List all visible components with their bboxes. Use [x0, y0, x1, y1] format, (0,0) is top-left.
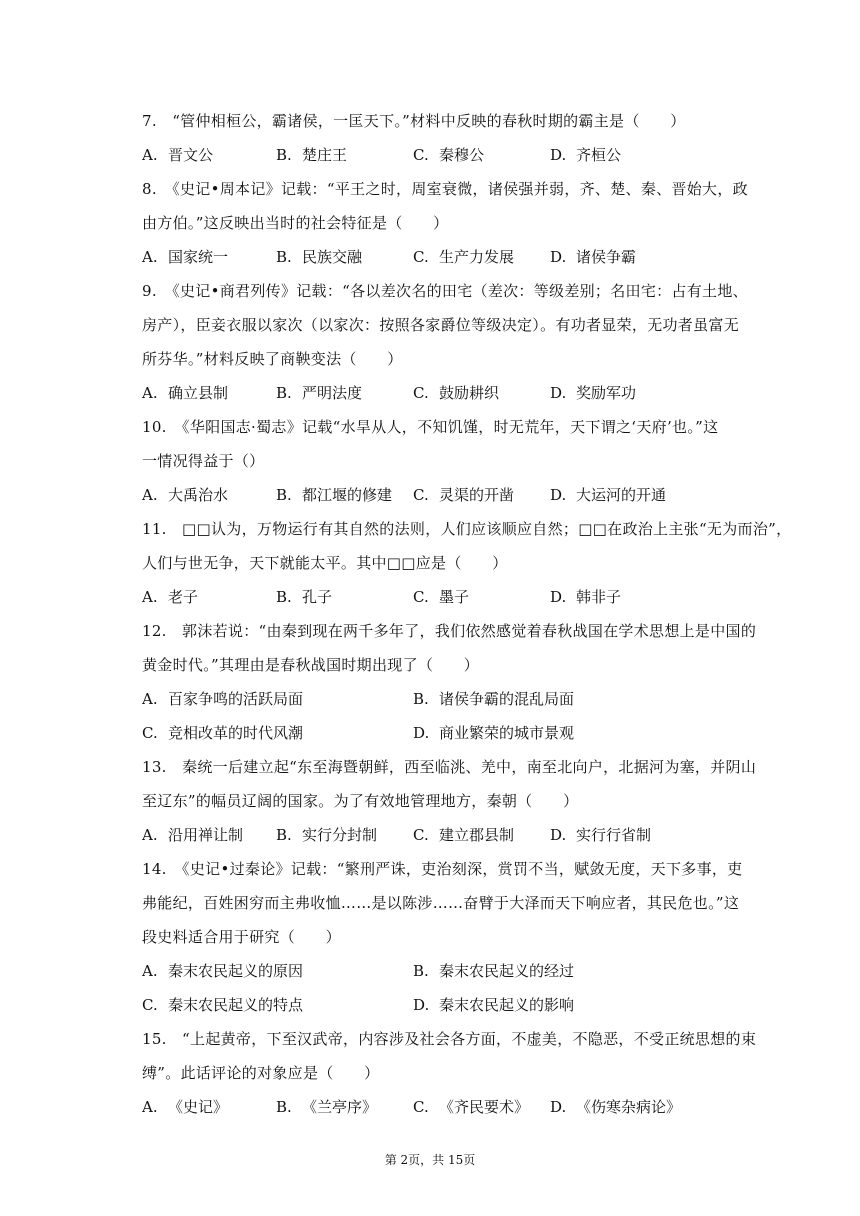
answer-option: [550, 485, 666, 505]
question-stem-continued: 缚”。此话评论的对象应是（ ）: [142, 1064, 380, 1082]
options-row: [142, 1097, 752, 1117]
options-row: [142, 825, 752, 845]
answer-option: [413, 145, 484, 165]
options-row: [142, 723, 752, 743]
question-stem-continued: 一情况得益于（）: [142, 452, 265, 470]
answer-option: [142, 723, 303, 743]
answer-option: [550, 587, 621, 607]
option-key: D.: [550, 248, 567, 266]
option-key: C.: [413, 384, 429, 402]
question-stem: 10. 《华阳国志·蜀志》记载“水旱从人，不知饥馑，时无荒年，天下谓之‘天府’也。”这: [142, 418, 719, 436]
question-stem: 12. 郭沫若说：“由秦到现在两千多年了，我们依然感觉着春秋战国在学术思想上是中国的: [142, 622, 757, 640]
option-text: 国家统一: [168, 248, 229, 266]
answer-option: [413, 383, 499, 403]
answer-option: [550, 825, 651, 845]
answer-option: [142, 383, 228, 403]
question-stem: 13. 秦统一后建立起“东至海暨朝鲜，西至临洮、羌中，南至北向户，北据河为塞，并阴山: [142, 758, 757, 776]
option-key: A.: [142, 588, 158, 606]
question-stem: 9. 《史记•商君列传》记载：“各以差次名的田宅（差次：等级差别；名田宅：占有土地、: [142, 282, 748, 300]
answer-option: [142, 961, 303, 981]
answer-option: [413, 961, 574, 981]
question-stem-continued: 黄金时代。”其理由是春秋战国时期出现了（ ）: [142, 656, 480, 674]
option-key: B.: [276, 248, 292, 266]
answer-option: [276, 1097, 377, 1117]
question-stem-continued: 段史料适合用于研究（ ）: [142, 928, 341, 946]
question-stem-continued: 至辽东”的幅员辽阔的国家。为了有效地管理地方，秦朝（ ）: [142, 792, 579, 810]
option-key: D.: [550, 1098, 567, 1116]
option-key: A.: [142, 248, 158, 266]
answer-option: [142, 689, 303, 709]
option-text: 奖励军功: [576, 384, 637, 402]
option-text: 大禹治水: [168, 486, 229, 504]
question-stem: 15. “上起黄帝，下至汉武帝，内容涉及社会各方面，不虚美，不隐恶，不受正统思想的束: [142, 1030, 757, 1048]
answer-option: [276, 145, 347, 165]
answer-option: [276, 247, 362, 267]
option-key: B.: [413, 690, 429, 708]
answer-option: [413, 689, 574, 709]
options-row: [142, 961, 752, 981]
option-text: 《齐民要术》: [439, 1098, 530, 1116]
option-text: 实行行省制: [576, 826, 652, 844]
option-text: 老子: [168, 588, 199, 606]
answer-option: [142, 247, 228, 267]
answer-option: [413, 723, 574, 743]
option-key: D.: [550, 146, 567, 164]
option-key: A.: [142, 690, 158, 708]
option-text: 鼓励耕织: [439, 384, 500, 402]
option-text: 商业繁荣的城市景观: [439, 724, 575, 742]
option-key: D.: [550, 486, 567, 504]
options-row: [142, 485, 752, 505]
options-row: [142, 587, 752, 607]
option-key: C.: [413, 146, 429, 164]
option-text: 晋文公: [168, 146, 214, 164]
answer-option: [413, 247, 514, 267]
option-text: 灵渠的开凿: [439, 486, 515, 504]
option-text: 竞相改革的时代风潮: [168, 724, 304, 742]
answer-option: [142, 485, 228, 505]
options-row: [142, 383, 752, 403]
option-text: 沿用禅让制: [168, 826, 244, 844]
answer-option: [413, 485, 514, 505]
option-key: A.: [142, 962, 158, 980]
question-stem-continued: 人们与世无争，天下就能太平。其中□□应是（ ）: [142, 554, 508, 572]
option-text: 秦末农民起义的特点: [168, 996, 304, 1014]
option-text: 《史记》: [168, 1098, 229, 1116]
option-text: 《兰亭序》: [302, 1098, 378, 1116]
answer-option: [276, 587, 332, 607]
answer-option: [142, 587, 198, 607]
answer-option: [413, 1097, 529, 1117]
option-text: 确立县制: [168, 384, 229, 402]
answer-option: [276, 383, 362, 403]
answer-option: [142, 995, 303, 1015]
answer-option: [276, 485, 392, 505]
option-key: B.: [276, 486, 292, 504]
page-footer: 第 2页，共 15页: [384, 1153, 476, 1167]
option-key: B.: [413, 962, 429, 980]
option-key: C.: [413, 826, 429, 844]
option-text: 大运河的开通: [576, 486, 667, 504]
option-text: 韩非子: [576, 588, 622, 606]
answer-option: [142, 145, 213, 165]
option-text: 齐桓公: [576, 146, 622, 164]
answer-option: [550, 145, 621, 165]
question-stem-continued: 弗能纪，百姓困穷而主弗收恤……是以陈涉……奋臂于大泽而天下响应者，其民危也。”这: [142, 894, 740, 912]
question-stem-continued: 所芬华。”材料反映了商鞅变法（ ）: [142, 350, 403, 368]
answer-option: [413, 995, 574, 1015]
options-row: [142, 995, 752, 1015]
option-key: C.: [142, 724, 158, 742]
answer-option: [550, 1097, 681, 1117]
option-key: C.: [413, 1098, 429, 1116]
question-stem: 7. “管仲相桓公，霸诸侯，一匡天下。”材料中反映的春秋时期的霸主是（ ）: [142, 112, 686, 130]
option-key: C.: [413, 486, 429, 504]
question-stem: 14. 《史记•过秦论》记载：“繁刑严诛，吏治刻深，赏罚不当，赋敛无度，天下多事，吏: [142, 860, 743, 878]
option-text: 诸侯争霸的混乱局面: [439, 690, 575, 708]
option-text: 秦穆公: [439, 146, 485, 164]
option-key: C.: [413, 248, 429, 266]
answer-option: [550, 383, 636, 403]
answer-option: [142, 825, 243, 845]
option-key: B.: [276, 1098, 292, 1116]
option-text: 《伤寒杂病论》: [576, 1098, 682, 1116]
option-key: B.: [276, 826, 292, 844]
option-key: B.: [276, 384, 292, 402]
options-row: [142, 689, 752, 709]
option-text: 秦末农民起义的原因: [168, 962, 304, 980]
option-key: C.: [142, 996, 158, 1014]
option-text: 生产力发展: [439, 248, 515, 266]
question-stem-continued: 房产），臣妾衣服以家次（以家次：按照各家爵位等级决定）。有功者显荣，无功者虽富无: [142, 316, 740, 334]
option-text: 民族交融: [302, 248, 363, 266]
options-row: [142, 247, 752, 267]
option-key: A.: [142, 384, 158, 402]
answer-option: [413, 587, 469, 607]
answer-option: [142, 1097, 228, 1117]
option-key: D.: [413, 996, 430, 1014]
option-text: 诸侯争霸: [576, 248, 637, 266]
answer-option: [413, 825, 514, 845]
option-key: D.: [550, 826, 567, 844]
option-text: 秦末农民起义的影响: [439, 996, 575, 1014]
option-key: D.: [550, 588, 567, 606]
option-key: C.: [413, 588, 429, 606]
option-key: B.: [276, 146, 292, 164]
option-text: 秦末农民起义的经过: [439, 962, 575, 980]
option-text: 楚庄王: [302, 146, 348, 164]
question-stem: 8. 《史记•周本记》记载：“平王之时，周室衰微，诸侯强并弱，齐、楚、秦、晋始大，政: [142, 180, 748, 198]
answer-option: [550, 247, 636, 267]
option-key: D.: [413, 724, 430, 742]
option-text: 百家争鸣的活跃局面: [168, 690, 304, 708]
option-text: 孔子: [302, 588, 333, 606]
option-key: A.: [142, 1098, 158, 1116]
options-row: [142, 145, 752, 165]
option-text: 实行分封制: [302, 826, 378, 844]
option-text: 建立郡县制: [439, 826, 515, 844]
option-key: A.: [142, 146, 158, 164]
option-key: A.: [142, 826, 158, 844]
option-text: 严明法度: [302, 384, 363, 402]
option-key: B.: [276, 588, 292, 606]
option-key: A.: [142, 486, 158, 504]
option-key: D.: [550, 384, 567, 402]
answer-option: [276, 825, 377, 845]
question-stem-continued: 由方伯。”这反映出当时的社会特征是（ ）: [142, 214, 449, 232]
question-stem: 11. □□认为，万物运行有其自然的法则，人们应该顺应自然；□□在政治上主张“无为而治”，: [142, 520, 792, 538]
option-text: 都江堰的修建: [302, 486, 393, 504]
option-text: 墨子: [439, 588, 470, 606]
